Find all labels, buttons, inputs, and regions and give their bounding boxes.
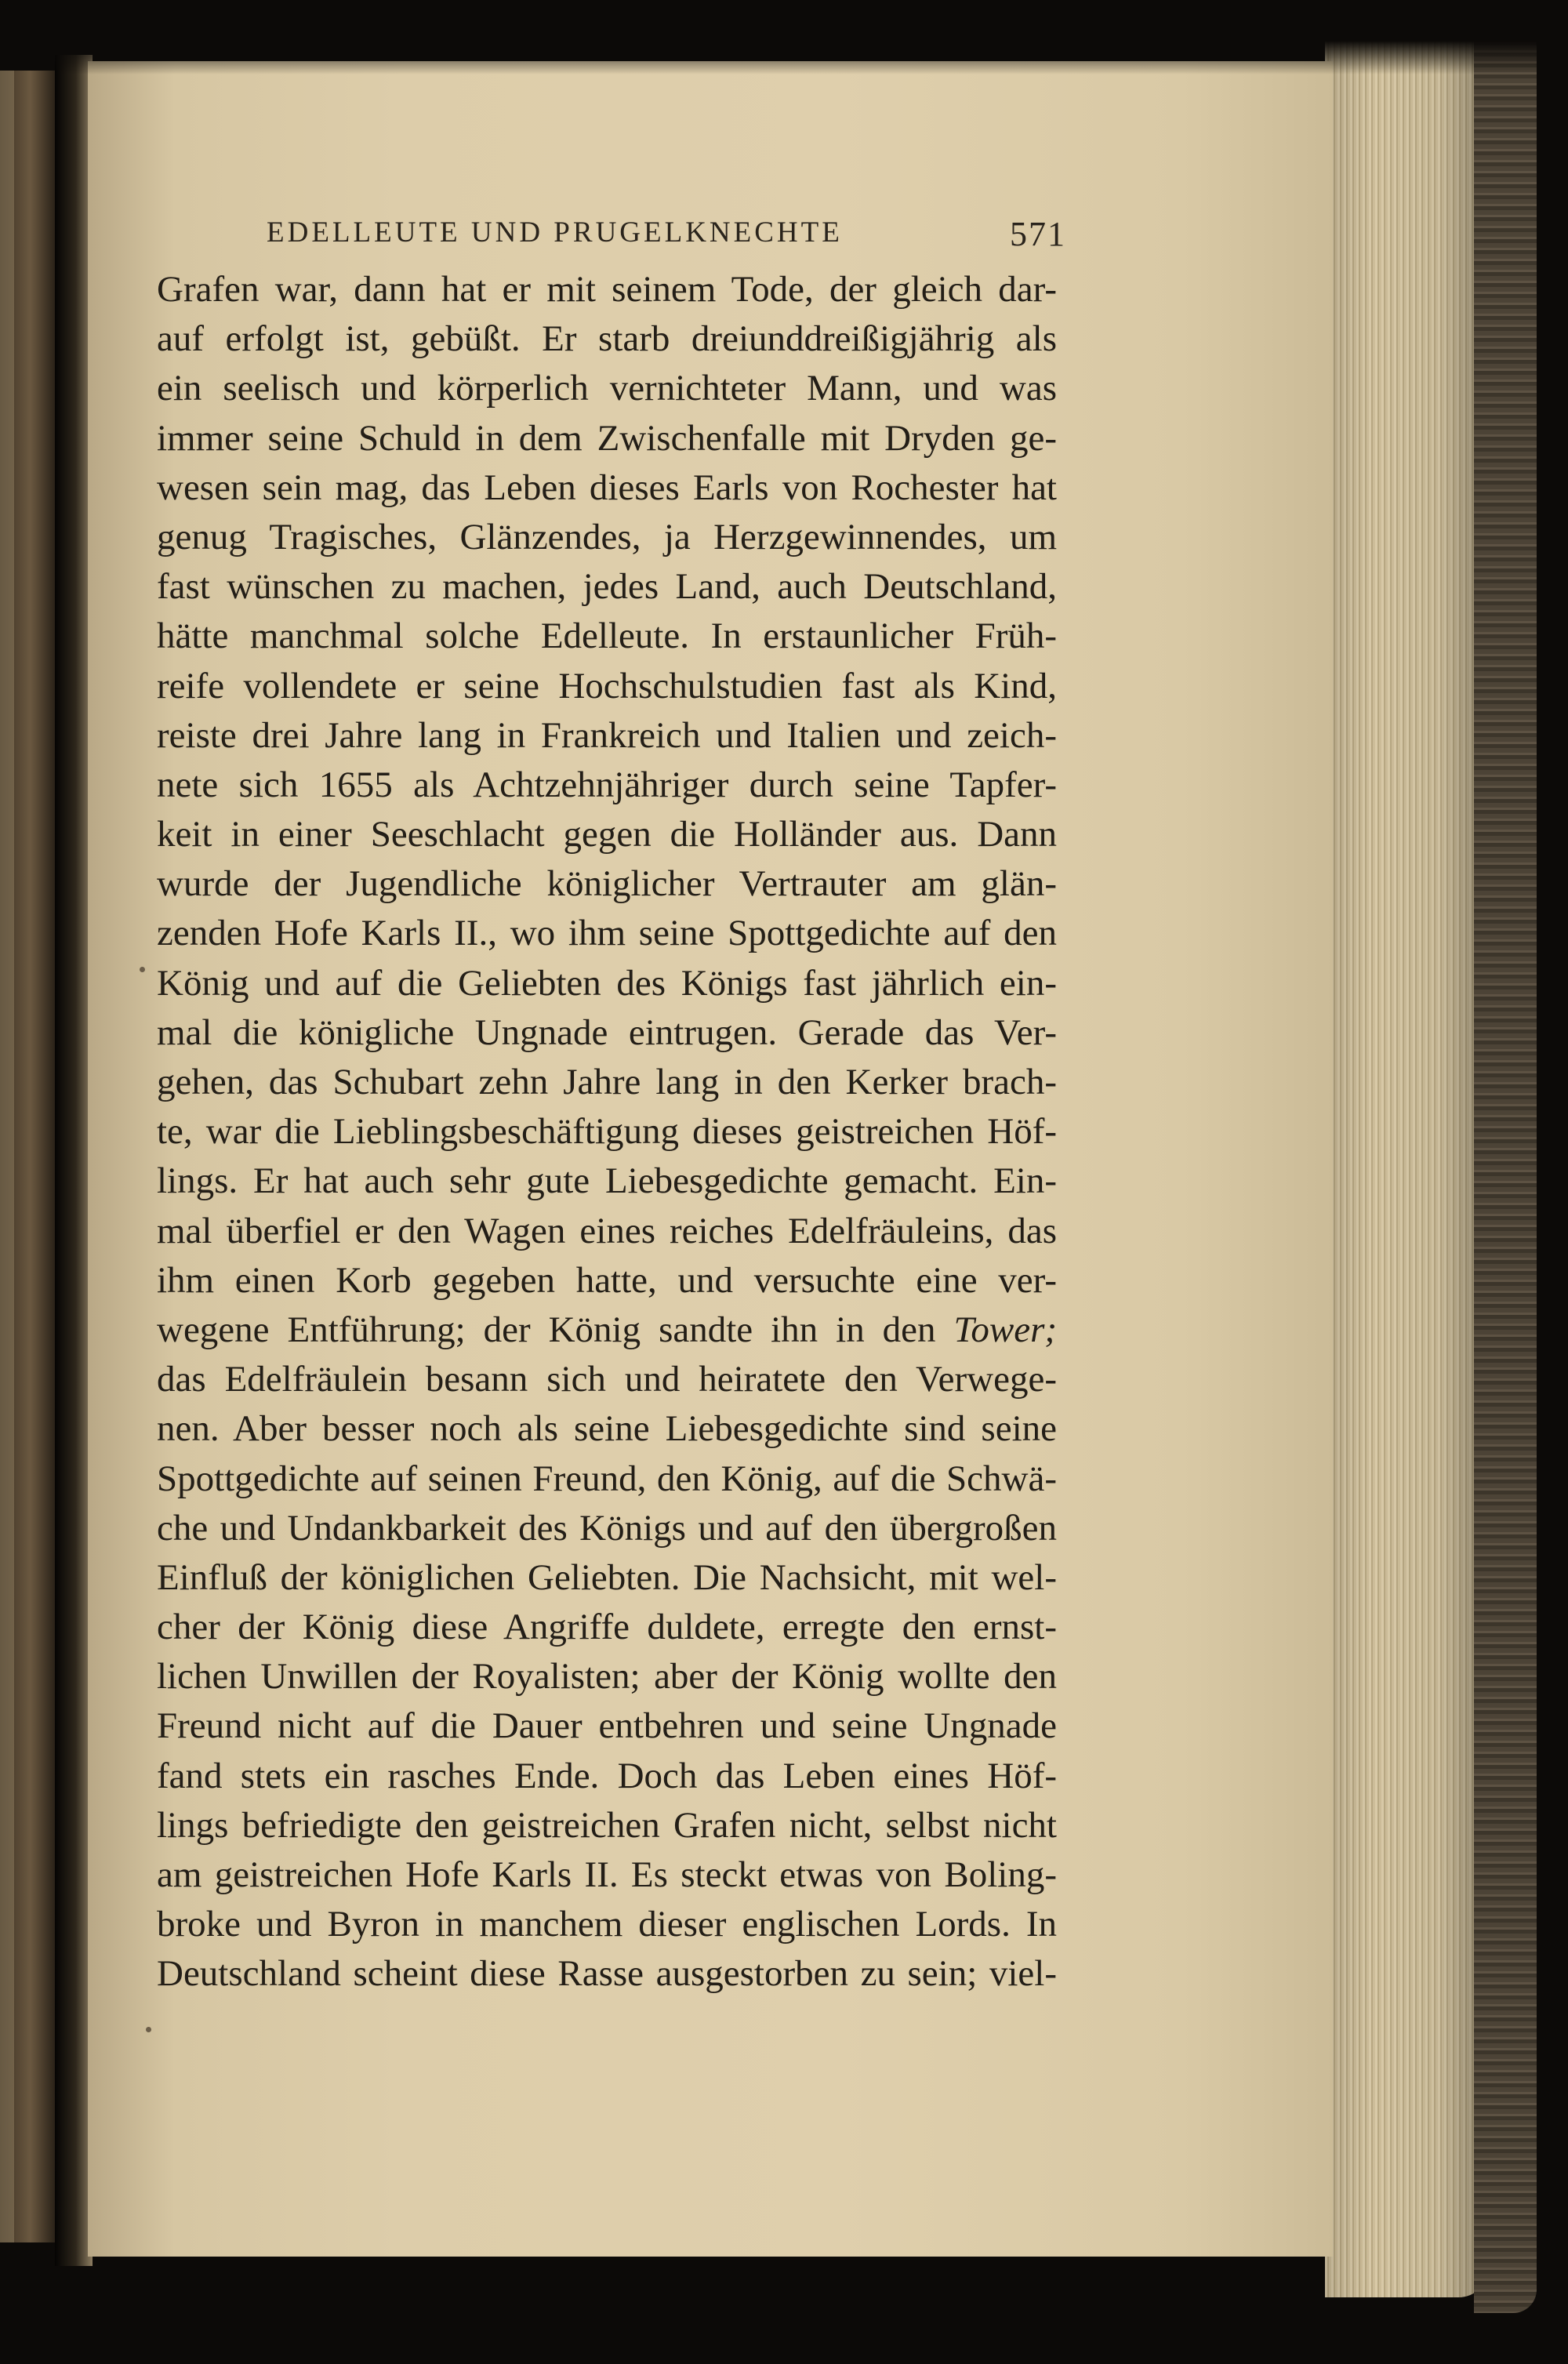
- running-head: [267, 216, 1066, 263]
- text-line: am geistreichen Hofe Karls II. Es steckt etwas von Boling-: [157, 1854, 1057, 1895]
- text-line: lings befriedigte den geistreichen Grafen nicht, selbst nicht: [157, 1804, 1057, 1846]
- text-line: lings. Er hat auch sehr gute Liebesgedichte gemacht. Ein-: [157, 1160, 1057, 1202]
- page-number: 571: [1010, 215, 1066, 253]
- running-head-title: EDELLEUTE UND PRUGELKNECHTE: [267, 216, 843, 249]
- text-line: das Edelfräulein besann sich und heiratete den Verwege-: [157, 1359, 1057, 1400]
- text-line: reife vollendete er seine Hochschulstudien fast als Kind,: [157, 665, 1057, 706]
- text-line: ihm einen Korb gegeben hatte, und versuchte eine ver-: [157, 1259, 1057, 1301]
- text-line: genug Tragisches, Glänzendes, ja Herzgewinnendes, um: [157, 516, 1057, 557]
- text-line-part: wegene Entführung; der König sandte ihn in den: [157, 1309, 936, 1350]
- italic-word: Tower;: [953, 1309, 1058, 1350]
- body-text: [157, 265, 1057, 1999]
- text-line: lichen Unwillen der Royalisten; aber der König wollte den: [157, 1656, 1057, 1698]
- text-line: wesen sein mag, das Leben dieses Earls von Rochester hat: [157, 467, 1057, 508]
- text-line: nete sich 1655 als Achtzehnjähriger durch seine Tapfer-: [157, 764, 1057, 805]
- facing-page-highlight: [0, 71, 14, 2242]
- text-line: nen. Aber besser noch als seine Liebesgedichte sind seine: [157, 1408, 1057, 1450]
- book-gutter: [55, 55, 93, 2266]
- text-line: Freund nicht auf die Dauer entbehren und seine Ungnade: [157, 1705, 1057, 1747]
- text-line: cher der König diese Angriffe duldete, erregte den ernst-: [157, 1607, 1057, 1648]
- paper-speck: [146, 2027, 151, 2032]
- text-line: fast wünschen zu machen, jedes Land, auch Deutschland,: [157, 566, 1057, 608]
- text-line: hätte manchmal solche Edelleute. In erstaunlicher Früh-: [157, 616, 1057, 657]
- text-line: zenden Hofe Karls II., wo ihm seine Spottgedichte auf den: [157, 913, 1057, 954]
- paper-speck: [140, 967, 145, 972]
- text-line: wurde der Jugendliche königlicher Vertrauter am glän-: [157, 863, 1057, 905]
- text-line: immer seine Schuld in dem Zwischenfalle mit Dryden ge-: [157, 417, 1057, 459]
- text-line: Spottgedichte auf seinen Freund, den König, auf die Schwä-: [157, 1458, 1057, 1499]
- text-line-with-italic: [157, 1305, 1057, 1355]
- text-line: mal die königliche Ungnade eintrugen. Gerade das Ver-: [157, 1011, 1057, 1053]
- book-cover-edge: [1474, 24, 1537, 2313]
- text-line: gehen, das Schubart zehn Jahre lang in den Kerker brach-: [157, 1062, 1057, 1102]
- text-line: che und Undankbarkeit des Königs und auf den übergroßen: [157, 1507, 1057, 1549]
- text-line: Einfluß der königlichen Geliebten. Die Nachsicht, mit wel-: [157, 1556, 1057, 1598]
- text-line: König und auf die Geliebten des Königs fast jährlich ein-: [157, 962, 1057, 1004]
- text-line: broke und Byron in manchem dieser englischen Lords. In: [157, 1904, 1057, 1945]
- text-line: reiste drei Jahre lang in Frankreich und Italien und zeich-: [157, 714, 1057, 756]
- text-line: te, war die Lieblingsbeschäftigung dieses geistreichen Höf-: [157, 1111, 1057, 1153]
- text-line: Grafen war, dann hat er mit seinem Tode, der gleich dar-: [157, 269, 1057, 310]
- text-line: auf erfolgt ist, gebüßt. Er starb dreiunddreißigjährig als: [157, 318, 1057, 360]
- page-stack-shading: [1325, 31, 1490, 2297]
- top-shadow: [55, 0, 1568, 74]
- text-line: ein seelisch und körperlich vernichteter Mann, und was: [157, 368, 1057, 409]
- text-line: Deutschland scheint diese Rasse ausgestorben zu sein; viel-: [157, 1953, 1057, 1995]
- text-line: fand stets ein rasches Ende. Doch das Leben eines Höf-: [157, 1755, 1057, 1796]
- text-line: mal überfiel er den Wagen eines reiches Edelfräuleins, das: [157, 1210, 1057, 1251]
- text-line: keit in einer Seeschlacht gegen die Holländer aus. Dann: [157, 814, 1057, 855]
